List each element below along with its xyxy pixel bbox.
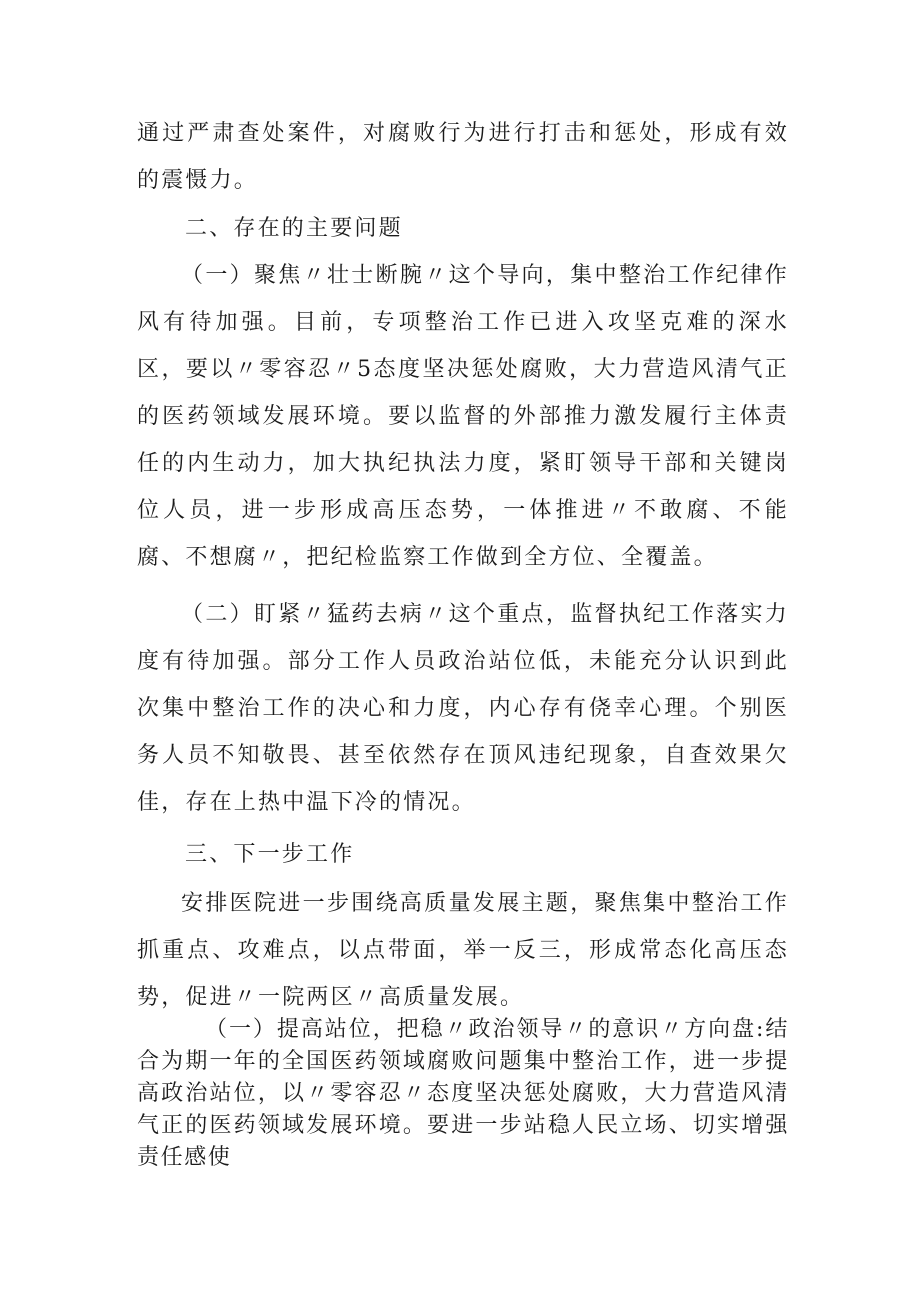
paragraph-measure-1: （一）提高站位，把稳〃政治领导〃的意识〃方向盘:结合为期一年的全国医药领域腐败问题集中整治工作，进一步提高政治站位，以〃零容忍〃态度坚决惩处腐败，大力营造风清气正的医药领域发展环境。要进一步站稳人民立场、切实增强责任感使 xyxy=(137,1017,789,1170)
paragraph-intro-continuation: 通过严肃查处案件，对腐败行为进行打击和惩处，形成有效的震慑力。 xyxy=(137,121,789,193)
paragraph-next-steps: 安排医院进一步围绕高质量发展主题，聚焦集中整治工作抓重点、攻难点，以点带面，举一反三，形成常态化高压态势，促进〃一院两区〃高质量发展。 xyxy=(137,891,789,1010)
paragraph-problem-2: （二）盯紧〃猛药去病〃这个重点，监督执纪工作落实力度有待加强。部分工作人员政治站位低，未能充分认识到此次集中整治工作的决心和力度，内心存有侥幸心理。个别医务人员不知敬畏、甚至依然存在顶风违纪现象，自查效果欠佳，存在上热中温下冷的情况。 xyxy=(137,602,789,815)
paragraph-problem-1: （一）聚焦〃壮士断腕〃这个导向，集中整治工作纪律作风有待加强。目前，专项整治工作已进入攻坚克难的深水区，要以〃零容忍〃5态度坚决惩处腐败，大力营造风清气正的医药领域发展环境。要以监督的外部推力激发履行主体责任的内生动力，加大执纪执法力度，紧盯领导干部和关键岗位人员，进一步形成高压态势，一体推进〃不敢腐、不能腐、不想腐〃，把纪检监察工作做到全方位、全覆盖。 xyxy=(137,263,789,570)
section-heading-next-steps: 三、下一步工作 xyxy=(185,842,355,867)
section-heading-main-problems: 二、存在的主要问题 xyxy=(185,216,403,241)
